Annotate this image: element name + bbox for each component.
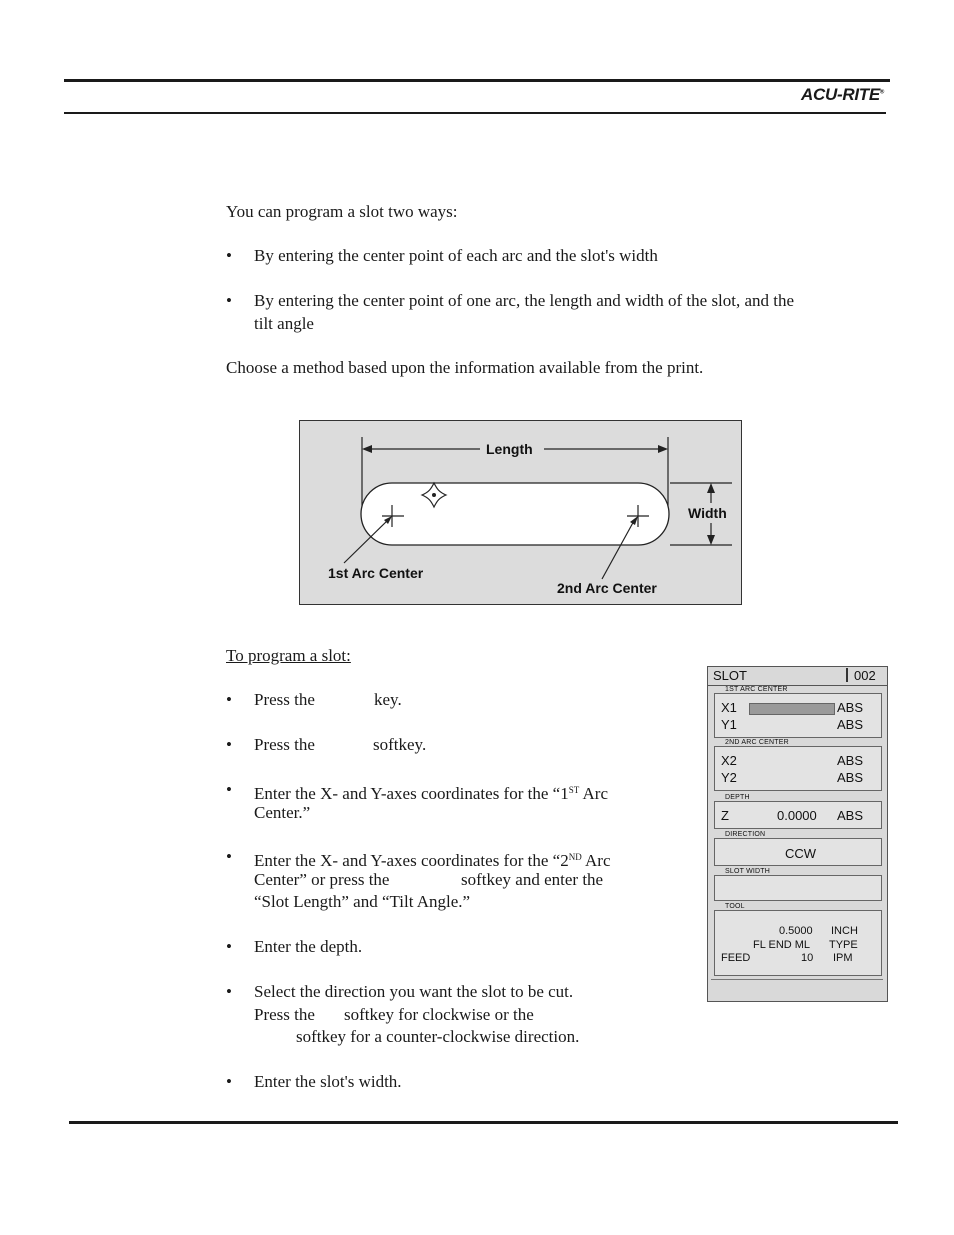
intro-text: You can program a slot two ways: <box>226 202 458 221</box>
brand-logo: ACU-RITE® <box>801 85 884 104</box>
choose-text: Choose a method based upon the information available from the print. <box>226 358 704 377</box>
arc1-group: 1ST ARC CENTER X1 ABS Y1 ABS <box>714 693 882 738</box>
width-label: Width <box>688 505 727 521</box>
header-rule-bottom <box>64 112 886 114</box>
screen-header <box>708 667 887 686</box>
steps-title: To program a slot: <box>226 646 351 665</box>
footer-rule <box>69 1121 898 1124</box>
arc1-label: 1st Arc Center <box>328 565 424 581</box>
screen-title: SLOT <box>713 668 747 683</box>
depth-group: DEPTH Z 0.0000 ABS <box>714 801 882 829</box>
slot-diagram <box>299 420 742 605</box>
slot-screen-display <box>707 666 888 1002</box>
direction-group: DIRECTION CCW <box>714 838 882 866</box>
x1-input-field[interactable] <box>749 703 835 715</box>
program-number: 002 <box>854 668 876 683</box>
slot-width-group: SLOT WIDTH <box>714 875 882 901</box>
arc2-group: 2ND ARC CENTER X2 ABS Y2 ABS <box>714 746 882 791</box>
header-rule-top <box>64 79 890 82</box>
arc2-label: 2nd Arc Center <box>557 580 657 596</box>
length-label: Length <box>486 441 533 457</box>
softkey-bar <box>711 979 883 998</box>
tool-group: TOOL 0.5000 INCH FL END ML TYPE FEED 10 IPM <box>714 910 882 976</box>
